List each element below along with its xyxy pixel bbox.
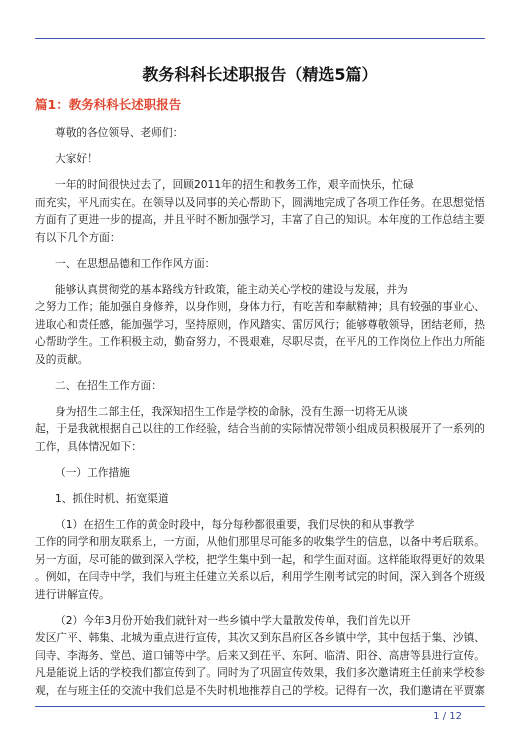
- text-line: 闫寺、李海务、堂邑、道口铺等中学。后来又到茌平、东阿、临清、阳谷、高唐等县进行宣传。: [35, 648, 485, 662]
- footer-rule: [35, 706, 485, 707]
- text-line: 一年的时间很快过去了，回顾2011年的招生和教务工作，艰辛而快乐，忙碌: [55, 178, 414, 192]
- text-line: 而充实，平凡而实在。在领导以及同事的关心帮助下，圆满地完成了各项工作任务。在思想觉悟: [35, 195, 485, 209]
- text-line: 起，于是我就根据自己以往的工作经验，结合当前的实际情况带领小组成员积极展开了一系列的: [35, 422, 485, 436]
- text-line: 1、抓住时机、拓宽渠道: [55, 491, 169, 505]
- document-body: [35, 124, 485, 708]
- paragraph-intro: [35, 176, 485, 246]
- text-line: 发区广平、韩集、北城为重点进行宣传，其次又到东昌府区各乡镇中学，其中包括于集、沙镇、: [35, 631, 485, 645]
- subheading-measures: [35, 464, 485, 482]
- paragraph-timing-2: [35, 612, 485, 700]
- page-number: 1 / 12: [433, 711, 462, 722]
- document-title: 教务科科长述职报告（精选5篇）: [142, 65, 378, 84]
- text-line: 及的贡献。: [35, 352, 89, 366]
- text-line: 心帮助学生。工作积极主动，勤奋努力，不畏艰难，尽职尽责，在平凡的工作岗位上作出力所能: [35, 335, 485, 349]
- subheading-enrollment: [35, 377, 485, 395]
- salutation: [35, 124, 485, 142]
- text-line: （2）今年3月份开始我们就针对一些乡镇中学大量散发传单，我们首先以开: [55, 613, 411, 627]
- subheading-conduct: [35, 255, 485, 273]
- text-line: 能够认真贯彻党的基本路线方针政策，能主动关心学校的建设与发展，并为: [55, 282, 408, 296]
- paragraph-timing-1: [35, 516, 485, 604]
- text-line: （一）工作措施: [55, 465, 130, 479]
- text-line: 。例如，在闫寺中学，我们与班主任建立关系以后，利用学生刚考试完的时间，深入到各个班级: [35, 570, 485, 584]
- greeting: [35, 150, 485, 168]
- text-line: 工作，具体情况如下：: [35, 439, 142, 453]
- text-line: 有以下几个方面：: [35, 230, 121, 244]
- section-heading: 篇1：教务科科长述职报告: [35, 97, 182, 112]
- text-line: 一、在思想品德和工作作风方面：: [55, 256, 216, 270]
- text-line: 进行讲解宣传。: [35, 587, 110, 601]
- text-line: 方面有了更进一步的提高，并且平时不断加强学习，丰富了自己的知识。本年度的工作总结主要: [35, 213, 485, 227]
- text-line: 二、在招生工作方面：: [55, 378, 162, 392]
- text-line: 进取心和责任感，能加强学习，坚持原则，作风踏实、雷厉风行；能够尊敬领导，团结老师，热: [35, 317, 485, 331]
- paragraph-conduct: [35, 281, 485, 369]
- text-line: 工作的同学和朋友联系上，一方面，从他们那里尽可能多的收集学生的信息，以备中考后联系。: [35, 535, 485, 549]
- text-line: 观，在与班主任的交流中我们总是不失时机地推荐自己的学校。记得有一次，我们邀请在平贾寨: [35, 683, 485, 697]
- paragraph-enrollment: [35, 403, 485, 456]
- subheading-timing: [35, 490, 485, 508]
- text-line: （1）在招生工作的黄金时段中，每分每秒都很重要，我们尽快的和从事教学: [55, 517, 415, 531]
- text-line: 之努力工作；能加强自身修养，以身作则，身体力行，有吃苦和奉献精神；具有较强的事业心、: [35, 300, 485, 314]
- text-line: 凡是能说上话的学校我们都宣传到了。同时为了巩固宣传效果，我们多次邀请班主任前来学校参: [35, 666, 485, 680]
- text-line: 尊敬的各位领导、老师们：: [55, 126, 184, 140]
- text-line: 另一方面，尽可能的做到深入学校，把学生集中到一起，和学生面对面。这样能取得更好的效果: [35, 552, 485, 566]
- text-line: 身为招生二部主任，我深知招生工作是学校的命脉，没有生源一切将无从谈: [55, 404, 408, 418]
- header-rule: [35, 38, 485, 39]
- text-line: 大家好！: [55, 152, 98, 166]
